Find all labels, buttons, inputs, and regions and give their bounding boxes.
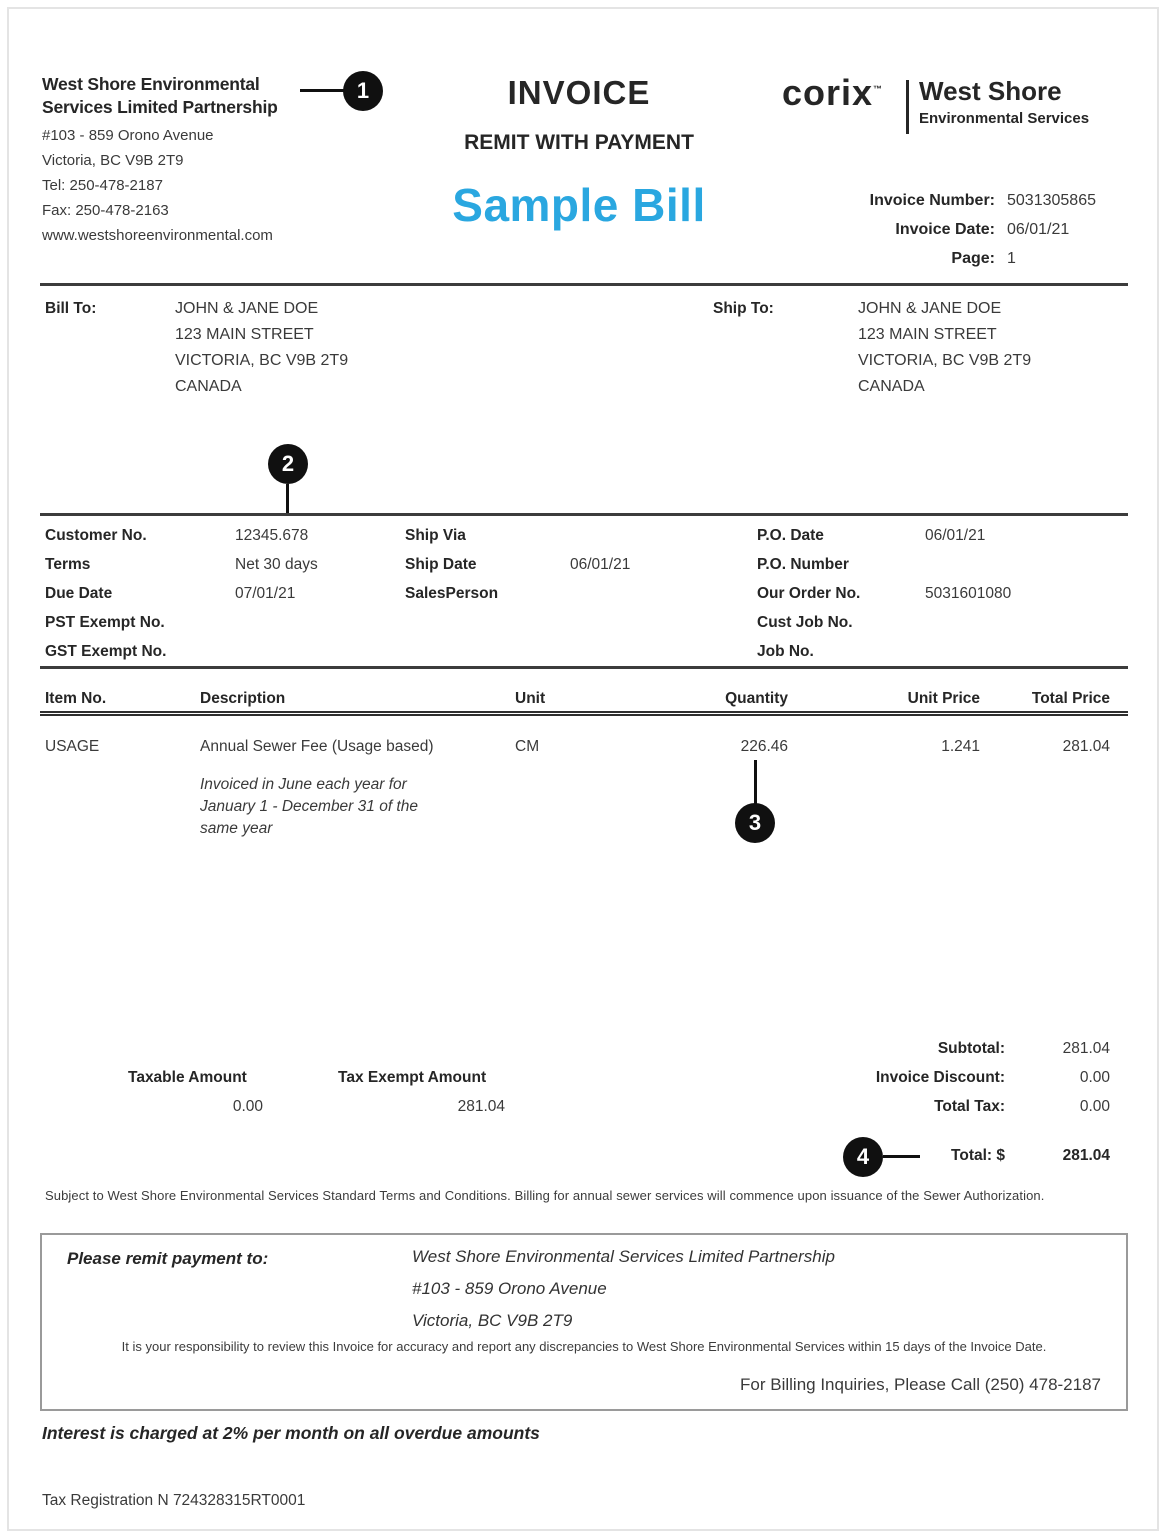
logo-name-line1: West Shore	[919, 76, 1062, 106]
remit-label: Please remit payment to:	[67, 1249, 269, 1268]
callout-1-badge: 1	[343, 71, 383, 111]
interest-notice: Interest is charged at 2% per month on all overdue amounts	[42, 1423, 540, 1443]
taxable-amount-value: 0.00	[232, 1098, 263, 1115]
company-website: www.westshoreenvironmental.com	[42, 227, 273, 244]
ship-date-value: 06/01/21	[570, 556, 631, 573]
description-cell: Annual Sewer Fee (Usage based)	[200, 738, 434, 755]
remit-payment-box	[40, 1233, 1128, 1411]
invoice-date-value: 06/01/21	[1007, 221, 1070, 238]
subtotal-label: Subtotal:	[937, 1040, 1005, 1057]
invoice-title: INVOICE	[507, 74, 651, 111]
page-number-label: Page:	[951, 250, 995, 267]
remit-subtitle: REMIT WITH PAYMENT	[464, 131, 694, 154]
tax-registration: Tax Registration N 724328315RT0001	[42, 1492, 306, 1509]
col-unit-price: Unit Price	[907, 690, 980, 707]
total-price-cell: 281.04	[1062, 738, 1110, 755]
table-header-underline	[40, 711, 1128, 716]
ship-to-line1: JOHN & JANE DOE	[858, 300, 1002, 317]
gst-exempt-label: GST Exempt No.	[45, 643, 167, 660]
total-label: Total: $	[951, 1147, 1005, 1164]
remit-line3: Victoria, BC V9B 2T9	[412, 1311, 573, 1330]
ship-date-label: Ship Date	[405, 556, 477, 573]
col-item-no: Item No.	[45, 690, 107, 707]
ship-to-label: Ship To:	[713, 300, 774, 317]
trademark-icon: ™	[873, 84, 884, 94]
callout-1-line	[300, 89, 344, 92]
job-no-label: Job No.	[757, 643, 814, 660]
company-fax: Fax: 250-478-2163	[42, 202, 169, 219]
total-tax-value: 0.00	[1079, 1098, 1110, 1115]
remit-line1: West Shore Environmental Services Limited Partnership	[412, 1247, 835, 1266]
due-date-label: Due Date	[45, 585, 113, 602]
ship-via-label: Ship Via	[405, 527, 466, 544]
logo-name-line2: Environmental Services	[919, 110, 1090, 127]
company-address1: #103 - 859 Orono Avenue	[42, 127, 214, 144]
po-date-label: P.O. Date	[757, 527, 824, 544]
col-description: Description	[200, 690, 286, 707]
callout-2-badge: 2	[268, 444, 308, 484]
item-no-cell: USAGE	[45, 738, 100, 755]
bill-to-line3: VICTORIA, BC V9B 2T9	[175, 352, 349, 369]
corix-logo-text: corix	[782, 72, 874, 113]
due-date-value: 07/01/21	[235, 585, 296, 602]
details-divider-top	[40, 513, 1128, 516]
col-unit: Unit	[515, 690, 546, 707]
customer-no-value: 12345.678	[235, 527, 309, 544]
invoice-date-label: Invoice Date:	[895, 221, 995, 238]
sample-bill-watermark: Sample Bill	[452, 179, 706, 231]
ship-to-line4: CANADA	[858, 378, 925, 395]
total-value: 281.04	[1062, 1147, 1110, 1164]
callout-3-badge: 3	[735, 803, 775, 843]
company-name-line1: West Shore Environmental	[42, 74, 260, 94]
tax-exempt-value: 281.04	[457, 1098, 505, 1115]
tax-exempt-label: Tax Exempt Amount	[338, 1069, 487, 1086]
terms-value: Net 30 days	[235, 556, 318, 573]
invoice-number-label: Invoice Number:	[869, 192, 995, 209]
company-tel: Tel: 250-478-2187	[42, 177, 163, 194]
pst-exempt-label: PST Exempt No.	[45, 614, 165, 631]
taxable-amount-label: Taxable Amount	[128, 1069, 247, 1086]
table-divider-top	[40, 666, 1128, 669]
bill-to-label: Bill To:	[45, 300, 97, 317]
quantity-cell: 226.46	[740, 738, 788, 755]
page-number-value: 1	[1007, 250, 1016, 267]
remit-line2: #103 - 859 Orono Avenue	[412, 1279, 607, 1298]
terms-label: Terms	[45, 556, 91, 573]
bill-to-line1: JOHN & JANE DOE	[175, 300, 319, 317]
item-note-line3: same year	[200, 820, 273, 837]
our-order-label: Our Order No.	[757, 585, 861, 602]
corix-logo	[782, 72, 883, 114]
remit-responsibility-note: It is your responsibility to review this Invoice for accuracy and report any discrepancies to West Shore Environmental Services within 15 days of the Invoice Date.	[121, 1339, 1047, 1354]
terms-conditions-line: Subject to West Shore Environmental Services Standard Terms and Conditions. Billing for annual sewer services will commence upon issuance of the Sewer Authorization.	[45, 1188, 1045, 1203]
item-note-line2: January 1 - December 31 of the	[200, 798, 418, 815]
logo-divider	[906, 80, 909, 134]
company-name-line2: Services Limited Partnership	[42, 97, 278, 117]
bill-to-line4: CANADA	[175, 378, 242, 395]
callout-2-line	[286, 484, 289, 513]
cust-job-label: Cust Job No.	[757, 614, 853, 631]
ship-to-line3: VICTORIA, BC V9B 2T9	[858, 352, 1032, 369]
invoice-discount-label: Invoice Discount:	[875, 1069, 1005, 1086]
billing-inquiries-line: For Billing Inquiries, Please Call (250) 478-2187	[740, 1375, 1101, 1394]
unit-cell: CM	[515, 738, 540, 755]
callout-3-line	[754, 760, 757, 804]
total-tax-label: Total Tax:	[934, 1098, 1005, 1115]
item-note-line1: Invoiced in June each year for	[200, 776, 407, 793]
company-address2: Victoria, BC V9B 2T9	[42, 152, 184, 169]
bill-to-line2: 123 MAIN STREET	[175, 326, 314, 343]
col-total-price: Total Price	[1031, 690, 1110, 707]
po-date-value: 06/01/21	[925, 527, 986, 544]
unit-price-cell: 1.241	[941, 738, 980, 755]
callout-4-badge: 4	[843, 1137, 883, 1177]
ship-to-line2: 123 MAIN STREET	[858, 326, 997, 343]
invoice-discount-value: 0.00	[1079, 1069, 1110, 1086]
header-divider	[40, 283, 1128, 286]
salesperson-label: SalesPerson	[405, 585, 499, 602]
subtotal-value: 281.04	[1062, 1040, 1110, 1057]
invoice-number-value: 5031305865	[1007, 192, 1096, 209]
customer-no-label: Customer No.	[45, 527, 147, 544]
po-number-label: P.O. Number	[757, 556, 849, 573]
our-order-value: 5031601080	[925, 585, 1012, 602]
col-quantity: Quantity	[725, 690, 788, 707]
